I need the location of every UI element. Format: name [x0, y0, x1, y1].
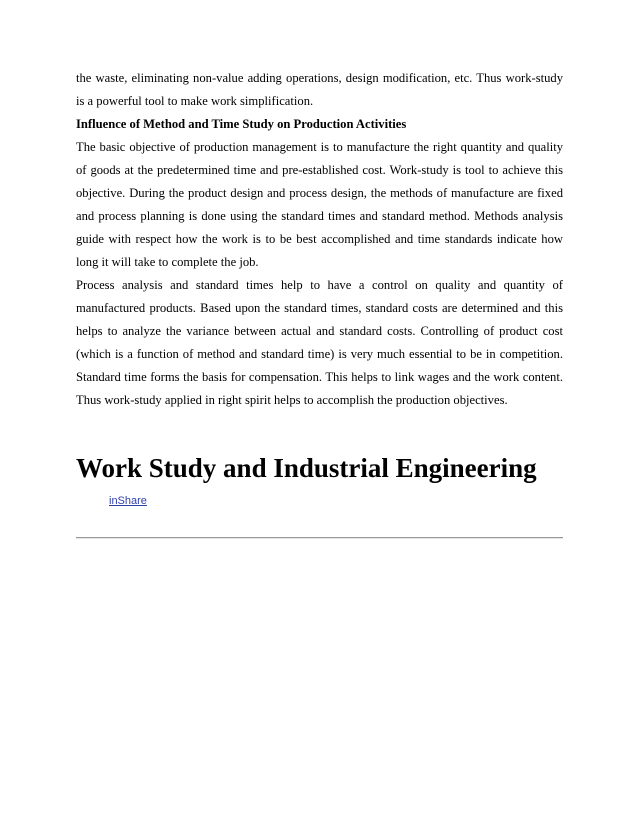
horizontal-divider — [76, 537, 563, 539]
section-title: Work Study and Industrial Engineering — [76, 453, 537, 483]
body-paragraph: Process analysis and standard times help to have a control on quality and quantity of manufactured products. Based upon the standard times, standard costs are determined and this helps to analyze the variance between actual and standard costs. Controlling of product cost (which is a function of method and standard time) is very much essential to be in competition. Standard time forms the basis for compensation. This helps to link wages and the work content. Thus work-study applied in right spirit helps to accomplish the production objectives. — [76, 278, 563, 407]
document-page — [76, 67, 563, 539]
section-subheading: Influence of Method and Time Study on Production Activities — [76, 117, 407, 131]
body-paragraph: The basic objective of production management is to manufacture the right quantity and quality of goods at the predetermined time and pre-established cost. Work-study is tool to achieve this objective. During the product design and process design, the methods of manufacture are fixed and process planning is done using the standard times and standard method. Methods analysis guide with respect how the work is to be best accomplished and time standards indicate how long it will take to complete the job. — [76, 140, 563, 269]
inshare-link[interactable]: inShare — [109, 495, 147, 507]
intro-paragraph: the waste, eliminating non-value adding operations, design modification, etc. Thus work-study is a powerful tool to make work simplification. — [76, 71, 563, 108]
